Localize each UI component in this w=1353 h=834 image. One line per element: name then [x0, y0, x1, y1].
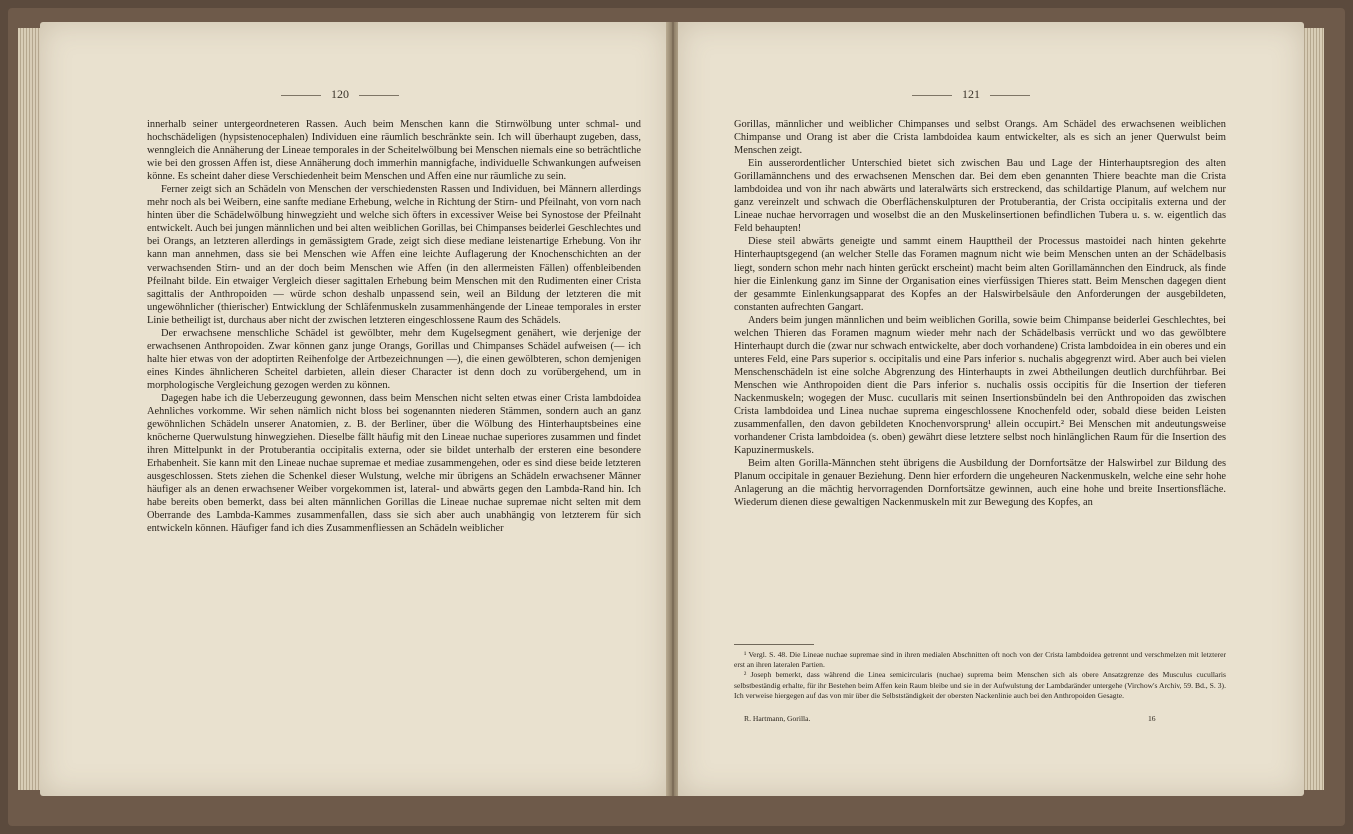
footnotes: [734, 650, 1226, 701]
paragraph: Anders beim jungen männlichen und beim weiblichen Gorilla, sowie beim Chimpanse beiderlei Geschlechtes, bei welchen Thieren das Foramen magnum wieder mehr nach der Schädelbasis verrückt und wo das gewölbtere Hinterhaupt durch die (zwar nur schwach entwickelte, aber doch vorhandene) Crista lambdoidea in ein oberes und ein unteres Feld, eine Pars superior s. occipitalis und eine Pars inferior s. nuchalis abgegrenzt wird. Aber auch bei vielen Menschenschädeln ist eine solche Abgrenzung des Hinterhaupts in zwei Abtheilungen deutlich durchführbar. Bei Menschen wie Anthropoiden dient die Pars inferior s. nuchalis ossis occipitis für die Insertion der tieferen Nackenmuskeln; wogegen der Musc. cucullaris mit seinen Insertionsbündeln bei den Anthropoiden das zwischen Crista lambdoidea und Linea nuchae suprema eingeschlossene Knochenfeld oder, sobald diese beiden Leisten zusammenfallen, den davon gebildeten Knochenvorsprung¹ allein occupirt.² Bei Menschen mit andeutungsweise vorhandener Crista lambdoidea (s. oben) gewährt diese letztere selbst noch hinlänglichen Raum für die Insertion des Kapuzinermuskels.: [734, 314, 1226, 457]
paragraph: Dagegen habe ich die Ueberzeugung gewonnen, dass beim Menschen nicht selten etwas einer Crista lambdoidea Aehnliches vorkomme. Wir sehen nämlich nicht bloss bei sogenannten niederen Stämmen, sondern auch an ganz gewöhnlichen Schädeln unserer Anatomien, z. B. der Berliner, über die Wölbung des Hinterhauptsbeines eine knöcherne Querwulstung hinwegziehen. Dieselbe fällt häufig mit den Lineae nuchae superiores zusammen und findet ihren Mittelpunkt in der Protuberantia occipitalis externa, oder sie bildet unterhalb der ersteren eine besondere Erhabenheit. Sie kann mit den Lineae nuchae supremae et mediae zusammengehen, oder es sind diese beide letzteren ausgeschlossen. Stets ziehen die Schenkel dieser Wulstung, welche mir übrigens an Schädeln erwachsener Männer häufiger als an denen erwachsener Weiber vorgekommen ist, lateral- und abwärts gegen den Lambda-Rand hin. Ich habe bereits oben bemerkt, dass bei alten männlichen Gorillas die Lineae nuchae supremae nicht selten mit dem Oberrande des Lambda-Kammes zusammenfallen, dass sie sich aber auch unabhängig von letzterem für sich entwickeln können. Häufiger fand ich dies Zusammenfliessen an Schädeln weiblicher: [147, 392, 641, 535]
header-rule: [359, 95, 399, 96]
right-page-number: [902, 87, 1040, 102]
paragraph: Der erwachsene menschliche Schädel ist gewölbter, mehr dem Kugelsegment genähert, wie derjenige der erwachsenen Anthropoiden. Zwar können ganz junge Orangs, Gorillas und Chimpanses Schädel aufweisen (— ich halte hier etwas von der adoptirten Reihenfolge der Artbezeichnungen —), die einen gewölbteren, schon demjenigen eines Kindes ähnlicheren Scheitel darbieten, allein dieser Character ist denn doch zu vorübergehend, um in morphologische Vergleichung gezogen werden zu können.: [147, 327, 641, 391]
page-number-text: 121: [962, 87, 980, 101]
paragraph: Ein ausserordentlicher Unterschied bietet sich zwischen Bau und Lage der Hinterhauptsregion des alten Gorillamännchens und des erwachsenen Menschen dar. Bei dem eben genannten Thiere beachte man die Crista lambdoidea und von ihr nach abwärts und lateralwärts sich erstreckend, das schildartige Planum, auf welchem nur ganz vereinzelt und schwach die Oberflächenskulpturen der Protuberantia, der Crista occipitalis externa und der Lineae nuchae hervorragen und woselbst die an den Muskelinsertionen befindlichen Tubera u. s. w. eigentlich das Feld behaupten!: [734, 158, 1226, 235]
footnote: ² Joseph bemerkt, dass während die Linea semicircularis (nuchae) suprema beim Menschen sich als obere Ansatzgrenze des Musculus cucullaris selbstbeständig erhalte, für ihr Bestehen beim Affen kein Raum bleibe und sie in der Aufwulstung der Lambdaränder untergehe (Virchow's Archiv, 59. Bd., S. 3). Ich verweise hiergegen auf das von mir über die Selbstständigkeit der obersten Nackenlinie auch bei den Anthropoiden Gesagte.: [734, 670, 1226, 700]
paragraph: Gorillas, männlicher und weiblicher Chimpanses und selbst Orangs. Am Schädel des erwachsenen weiblichen Chimpanse und Orang ist aber die Crista lambdoidea kaum entwickelter, als es sich an jener Querwulst beim Menschen zeigt.: [734, 119, 1226, 157]
header-rule: [281, 95, 321, 96]
left-page: [40, 22, 668, 796]
footnote-rule: [734, 644, 814, 645]
paragraph: Beim alten Gorilla-Männchen steht übrigens die Ausbildung der Dornfortsätze der Halswirbel zur Bildung des Planum occipitale in genauer Beziehung. Denn hier erfordern die ungeheuren Nackenmuskeln, welche eine sehr hohe Anlagerung an die mächtig hervorragenden Dornfortsätze gewinnen, auch eine hohe und breite Insertionsfläche. Wiederum dienen diese gewaltigen Nackenmuskeln mit zur Bewegung des Kopfes, an: [734, 458, 1226, 509]
header-rule: [990, 95, 1030, 96]
paragraph: innerhalb seiner untergeordneteren Rassen. Auch beim Menschen kann die Stirnwölbung unter schmal- und hochschädeligen (hypsistenocephalen) Individuen eine räumlich beschränkte sein. Ich will überhaupt zugeben, dass, wenngleich die Annäherung der Lineae temporales in der Scheitelwölbung bei Menschen niemals eine so beträchtliche wie bei den grossen Affen ist, diese Annäherung doch immerhin mannigfache, individuelle Schwankungen aufweisen könne. Es scheint daher diese Verschiedenheit beim Menschen und Affen eine nur räumliche zu sein.: [147, 119, 641, 183]
left-page-edges: [18, 28, 42, 790]
footer-sheet-number: 16: [1148, 714, 1156, 723]
paragraph: Diese steil abwärts geneigte und sammt einem Haupttheil der Processus mastoidei nach hinten gekehrte Hinterhauptsgegend (an welcher Stelle das Foramen magnum nicht wie beim Menschen unten an der Schädelbasis liegt, sondern schon mehr nach hinten gerückt erscheint) macht beim alten Gorillamännchen den Eindruck, als finde hier die Einlenkung ganz im Sinne der Organisation eines vierfüssigen Thieres statt. Beim Menschen dagegen dient der gesammte Einlenkungsapparat des Kopfes an der Halswirbelsäule den Anforderungen der ausgebildeten, constanten aufrechten Gangart.: [734, 236, 1226, 313]
footer-signature: R. Hartmann, Gorilla.: [744, 714, 811, 723]
left-body-text: [147, 118, 641, 536]
paragraph: Ferner zeigt sich an Schädeln von Menschen der verschiedensten Rassen und Individuen, bei Männern allerdings mehr noch als bei Weibern, eine sanfte mediane Erhebung, welche in Richtung der Stirn- und Pfeilnaht, von vorn nach hinten über die Schädelwölbung hinwegzieht und welche sich öfters in excessiver Weise bei Synostose der Pfeilnaht entwickelt. Auch bei jungen männlichen und bei alten weiblichen Gorillas, bei Chimpanses beiderlei Geschlechtes und bei Orangs, an letzteren allerdings in gemässigtem Grade, zeigt sich diese mediane leistenartige Erhebung. Von ihr kann man annehmen, dass sie bei Menschen wie Affen eine leichte Auflagerung der Knochenschichten an der verwachsenden Stirn- und an der doch beim Menschen wie Affen (in den allermeisten Fällen) offenbleibenden Pfeilnaht bilde. Ein etwaiger Vergleich dieser sagittalen Erhebung beim Menschen mit den Rudimenten einer Crista sagittalis der Anthropoiden — würde schon deshalb unpassend sein, weil an Bildung der letzteren die mit ungewöhnlicher (thierischer) Entwicklung der Schläfenmuskeln zusammenhängende der Lineae temporales in erster Linie betheiligt ist, durchaus aber nicht der zwischen letzteren eingeschlossene Raum des Schädels.: [147, 184, 641, 326]
right-body-text: [734, 118, 1226, 509]
footnote: ¹ Vergl. S. 48. Die Lineae nuchae supremae sind in ihren medialen Abschnitten oft noch von der Crista lambdoidea getrennt und verschmelzen mit letzterer erst an ihren lateralen Partien.: [734, 650, 1226, 670]
page-number-text: 120: [331, 87, 349, 101]
header-rule: [912, 95, 952, 96]
left-page-number: [271, 87, 409, 102]
right-page: [678, 22, 1304, 796]
right-page-edges: [1302, 28, 1324, 790]
